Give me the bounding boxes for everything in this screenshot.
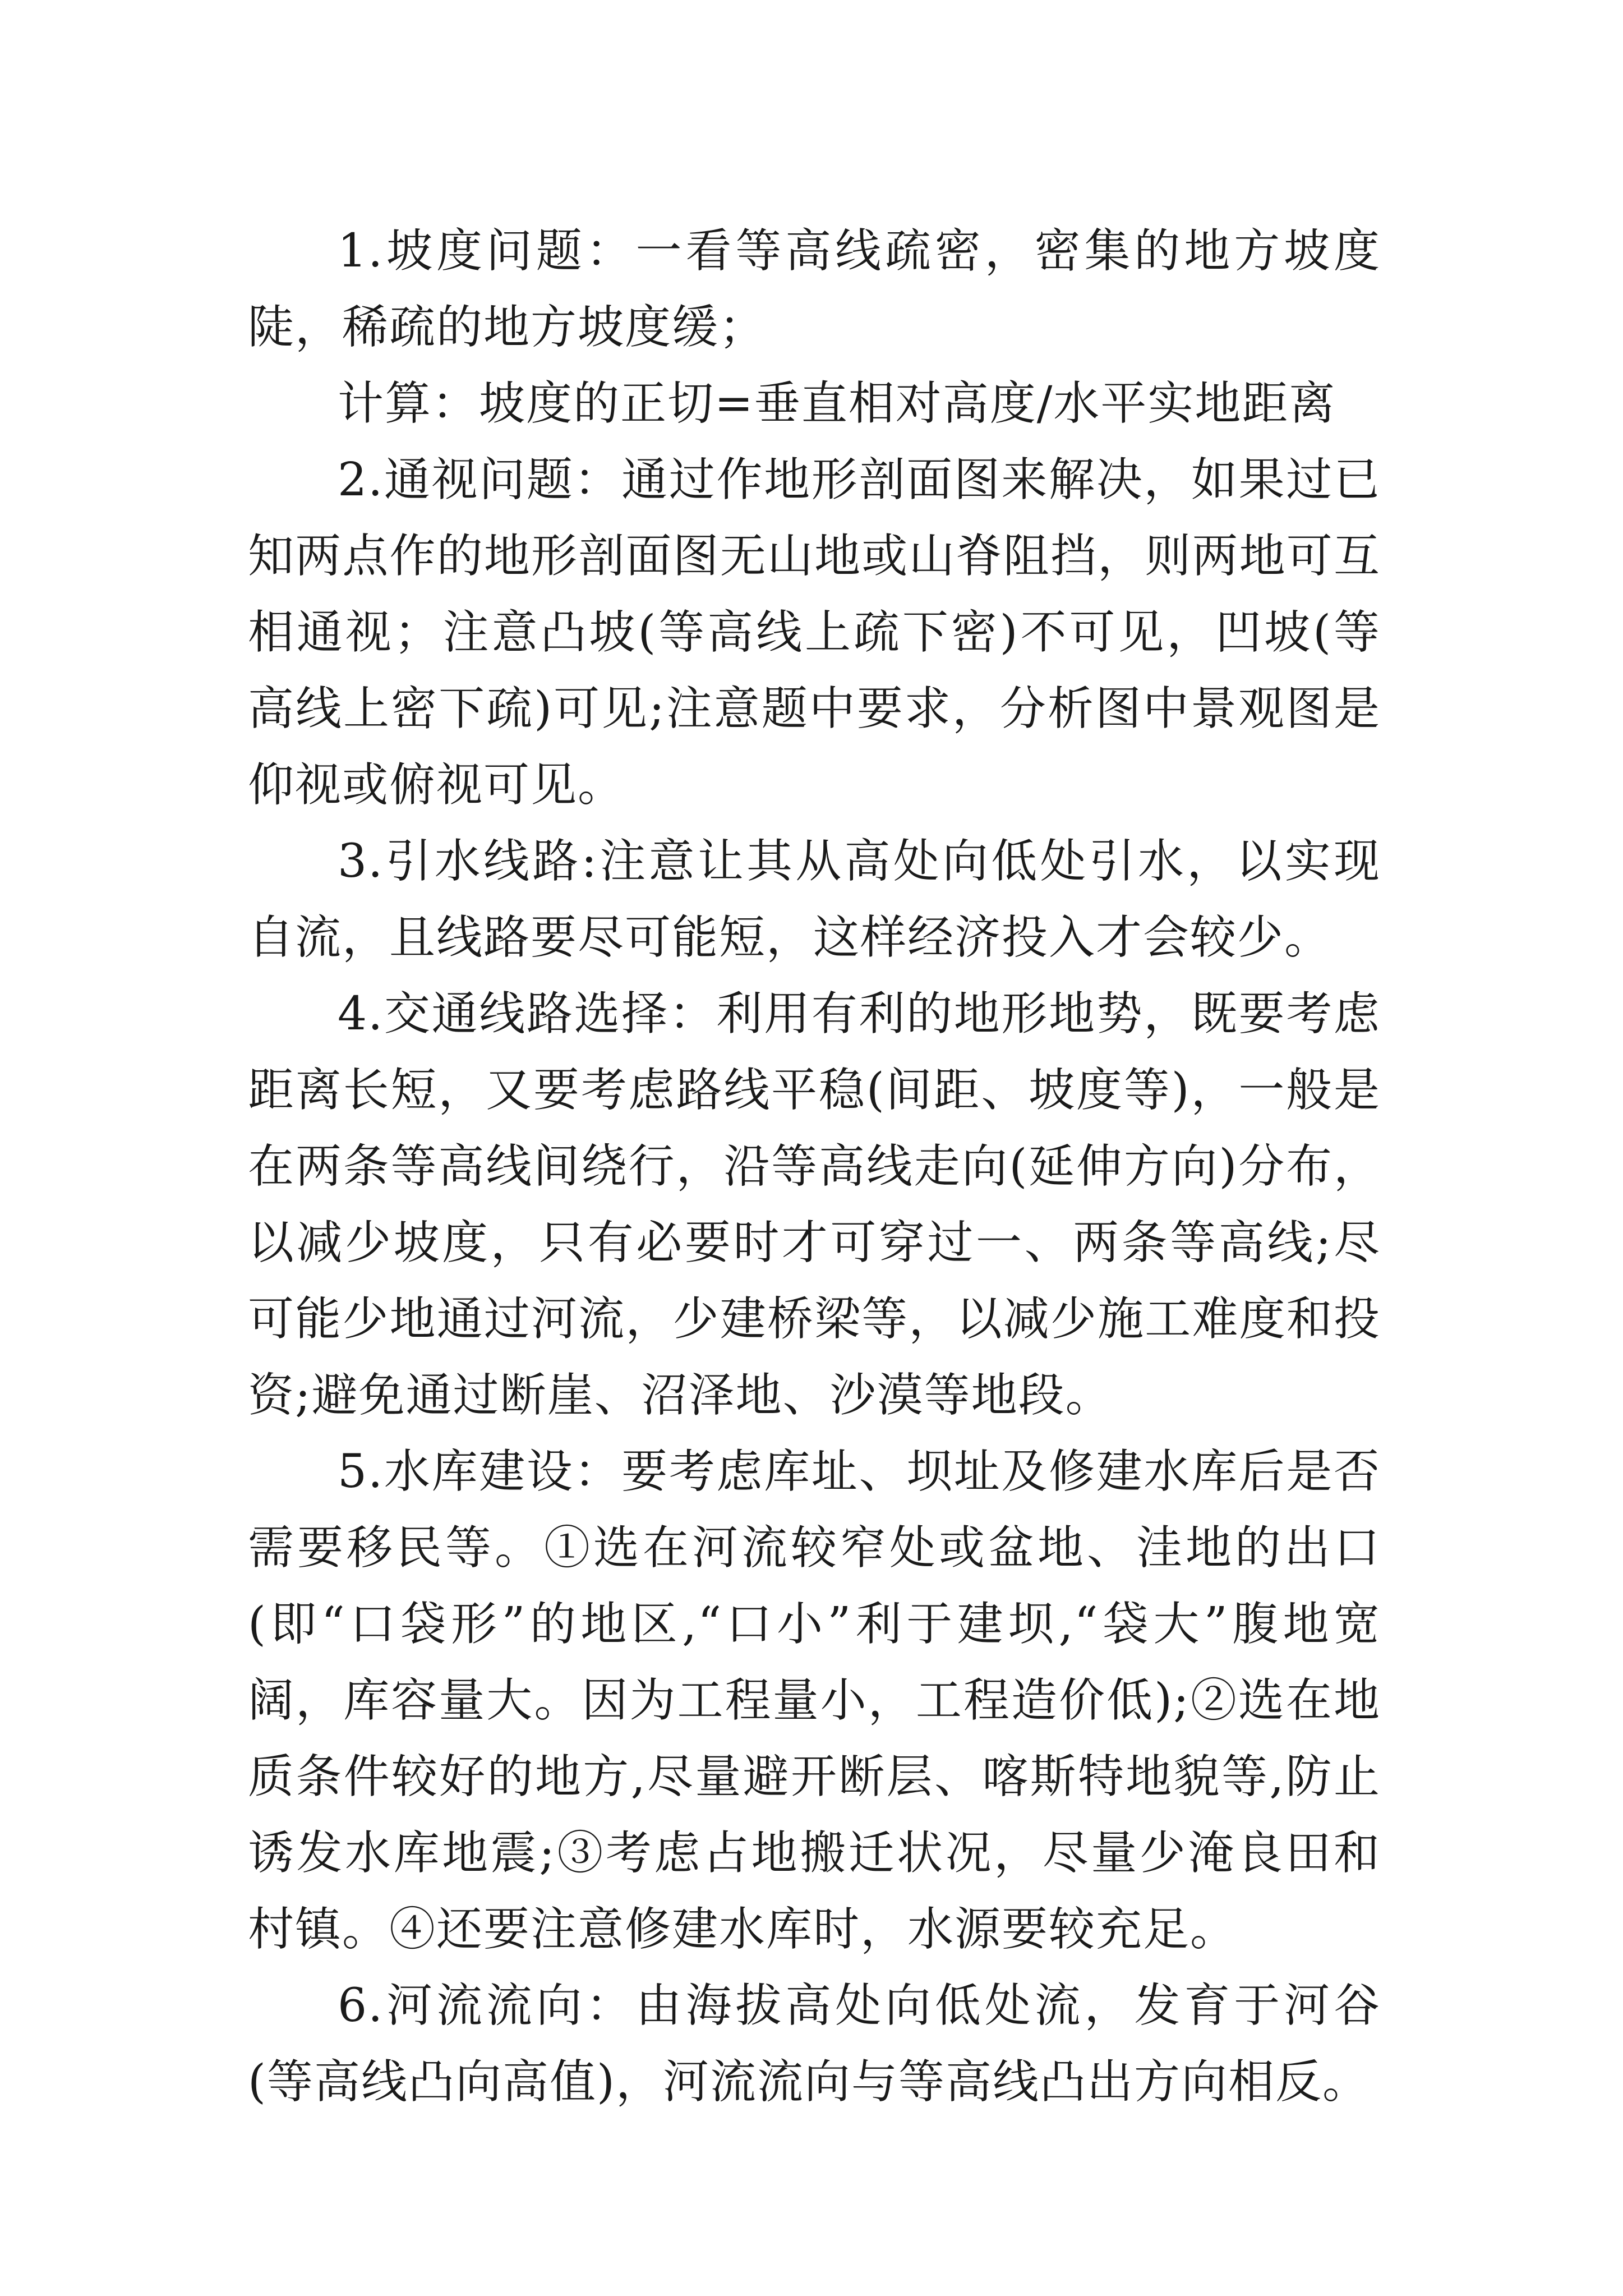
paragraph-visibility: 2.通视问题：通过作地形剖面图来解决，如果过已知两点作的地形剖面图无山地或山脊阻挡，则两地可互相通视；注意凸坡(等高线上疏下密)不可见，凹坡(等高线上密下疏)可见;注意题中要求，分析图中景观图是仰视或俯视可见。 [248,453,1381,812]
paragraph-slope: 1.坡度问题：一看等高线疏密，密集的地方坡度陡，稀疏的地方坡度缓； [248,224,1381,354]
paragraph-river-flow: 6.河流流向：由海拔高处向低处流，发育于河谷(等高线凸向高值)，河流流向与等高线凸出方向相反。 [248,1979,1381,2109]
paragraph-transport-route: 4.交通线路选择：利用有利的地形地势，既要考虑距离长短，又要考虑路线平稳(间距、坡度等)，一般是在两条等高线间绕行，沿等高线走向(延伸方向)分布，以减少坡度，只有必要时才可穿过一、两条等高线;尽可能少地通过河流，少建桥梁等，以减少施工难度和投资;避免通过断崖、沼泽地、沙漠等地段。 [248,987,1381,1422]
paragraph-reservoir: 5.水库建设：要考虑库址、坝址及修建水库后是否需要移民等。①选在河流较窄处或盆地、洼地的出口(即“口袋形”的地区,“口小”利于建坝,“袋大”腹地宽阔，库容量大。因为工程量小，工程造价低);②选在地质条件较好的地方,尽量避开断层、喀斯特地貌等,防止诱发水库地震;③考虑占地搬迁状况，尽量少淹良田和村镇。④还要注意修建水库时，水源要较充足。 [248,1445,1381,1956]
document-body [248,213,1381,2120]
paragraph-water-diversion: 3.引水线路:注意让其从高处向低处引水，以实现自流，且线路要尽可能短，这样经济投入才会较少。 [248,835,1381,964]
paragraph-slope-calculation: 计算：坡度的正切=垂直相对高度/水平实地距离 [338,377,1336,430]
